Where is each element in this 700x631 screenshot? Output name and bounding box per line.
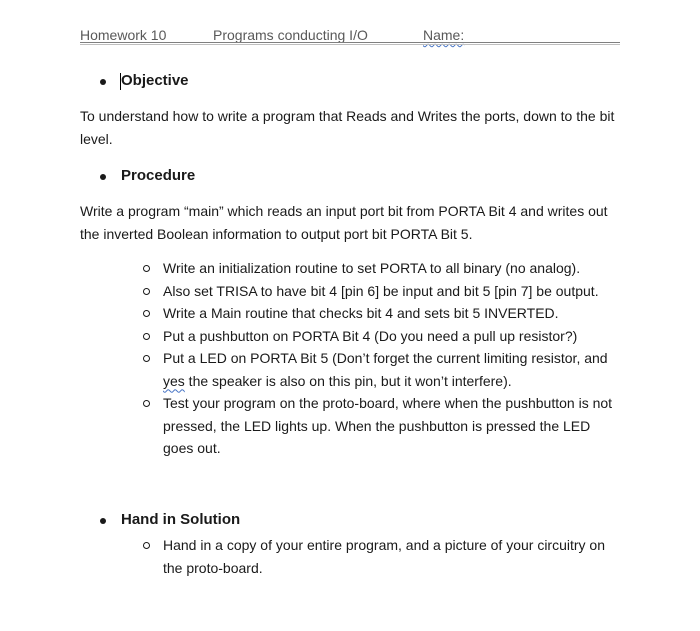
hand-in-heading-text: Hand in Solution [121,511,241,528]
homework-topic: Programs conducting I/O [213,27,368,43]
procedure-heading-text: Procedure [121,167,196,184]
list-item: Also set TRISA to have bit 4 [pin 6] be input and bit 5 [pin 7] be output. [142,280,622,303]
objective-heading-text: Objective [121,72,189,89]
bullet-icon [100,518,106,524]
bullet-icon [100,79,106,85]
list-item: Put a LED on PORTA Bit 5 (Don’t forget the current limiting resistor, and yes the speaker is also on this pin, but it won’t interfere). [142,347,622,392]
list-item: Test your program on the proto-board, where when the pushbutton is not pressed, the LED lights up. When the pushbutton is pressed the LED goes out. [142,392,622,460]
circle-bullet-icon [143,400,150,407]
list-item: Hand in a copy of your entire program, and a picture of your circuitry on the proto-board. [142,534,622,579]
hand-in-steps [142,534,622,579]
homework-number: Homework 10 [80,27,167,43]
circle-bullet-icon [143,310,150,317]
circle-bullet-icon [143,333,150,340]
list-item: Write an initialization routine to set PORTA to all binary (no analog). [142,257,622,280]
spellcheck-word: yes [163,372,185,389]
circle-bullet-icon [143,542,150,549]
circle-bullet-icon [143,355,150,362]
procedure-text: Write a program “main” which reads an input port bit from PORTA Bit 4 and writes out the inverted Boolean information to output port bit PORTA Bit 5. [80,203,608,242]
header-rule-secondary [80,44,620,45]
circle-bullet-icon [143,288,150,295]
circle-bullet-icon [143,265,150,272]
header-rule [80,42,620,43]
list-item: Write a Main routine that checks bit 4 and sets bit 5 INVERTED. [142,302,622,325]
objective-text: To understand how to write a program that Reads and Writes the ports, down to the bit level. [80,108,615,147]
name-label: Name: [423,27,465,43]
procedure-steps [142,257,622,460]
bullet-icon [100,174,106,180]
list-item: Put a pushbutton on PORTA Bit 4 (Do you need a pull up resistor?) [142,325,622,348]
